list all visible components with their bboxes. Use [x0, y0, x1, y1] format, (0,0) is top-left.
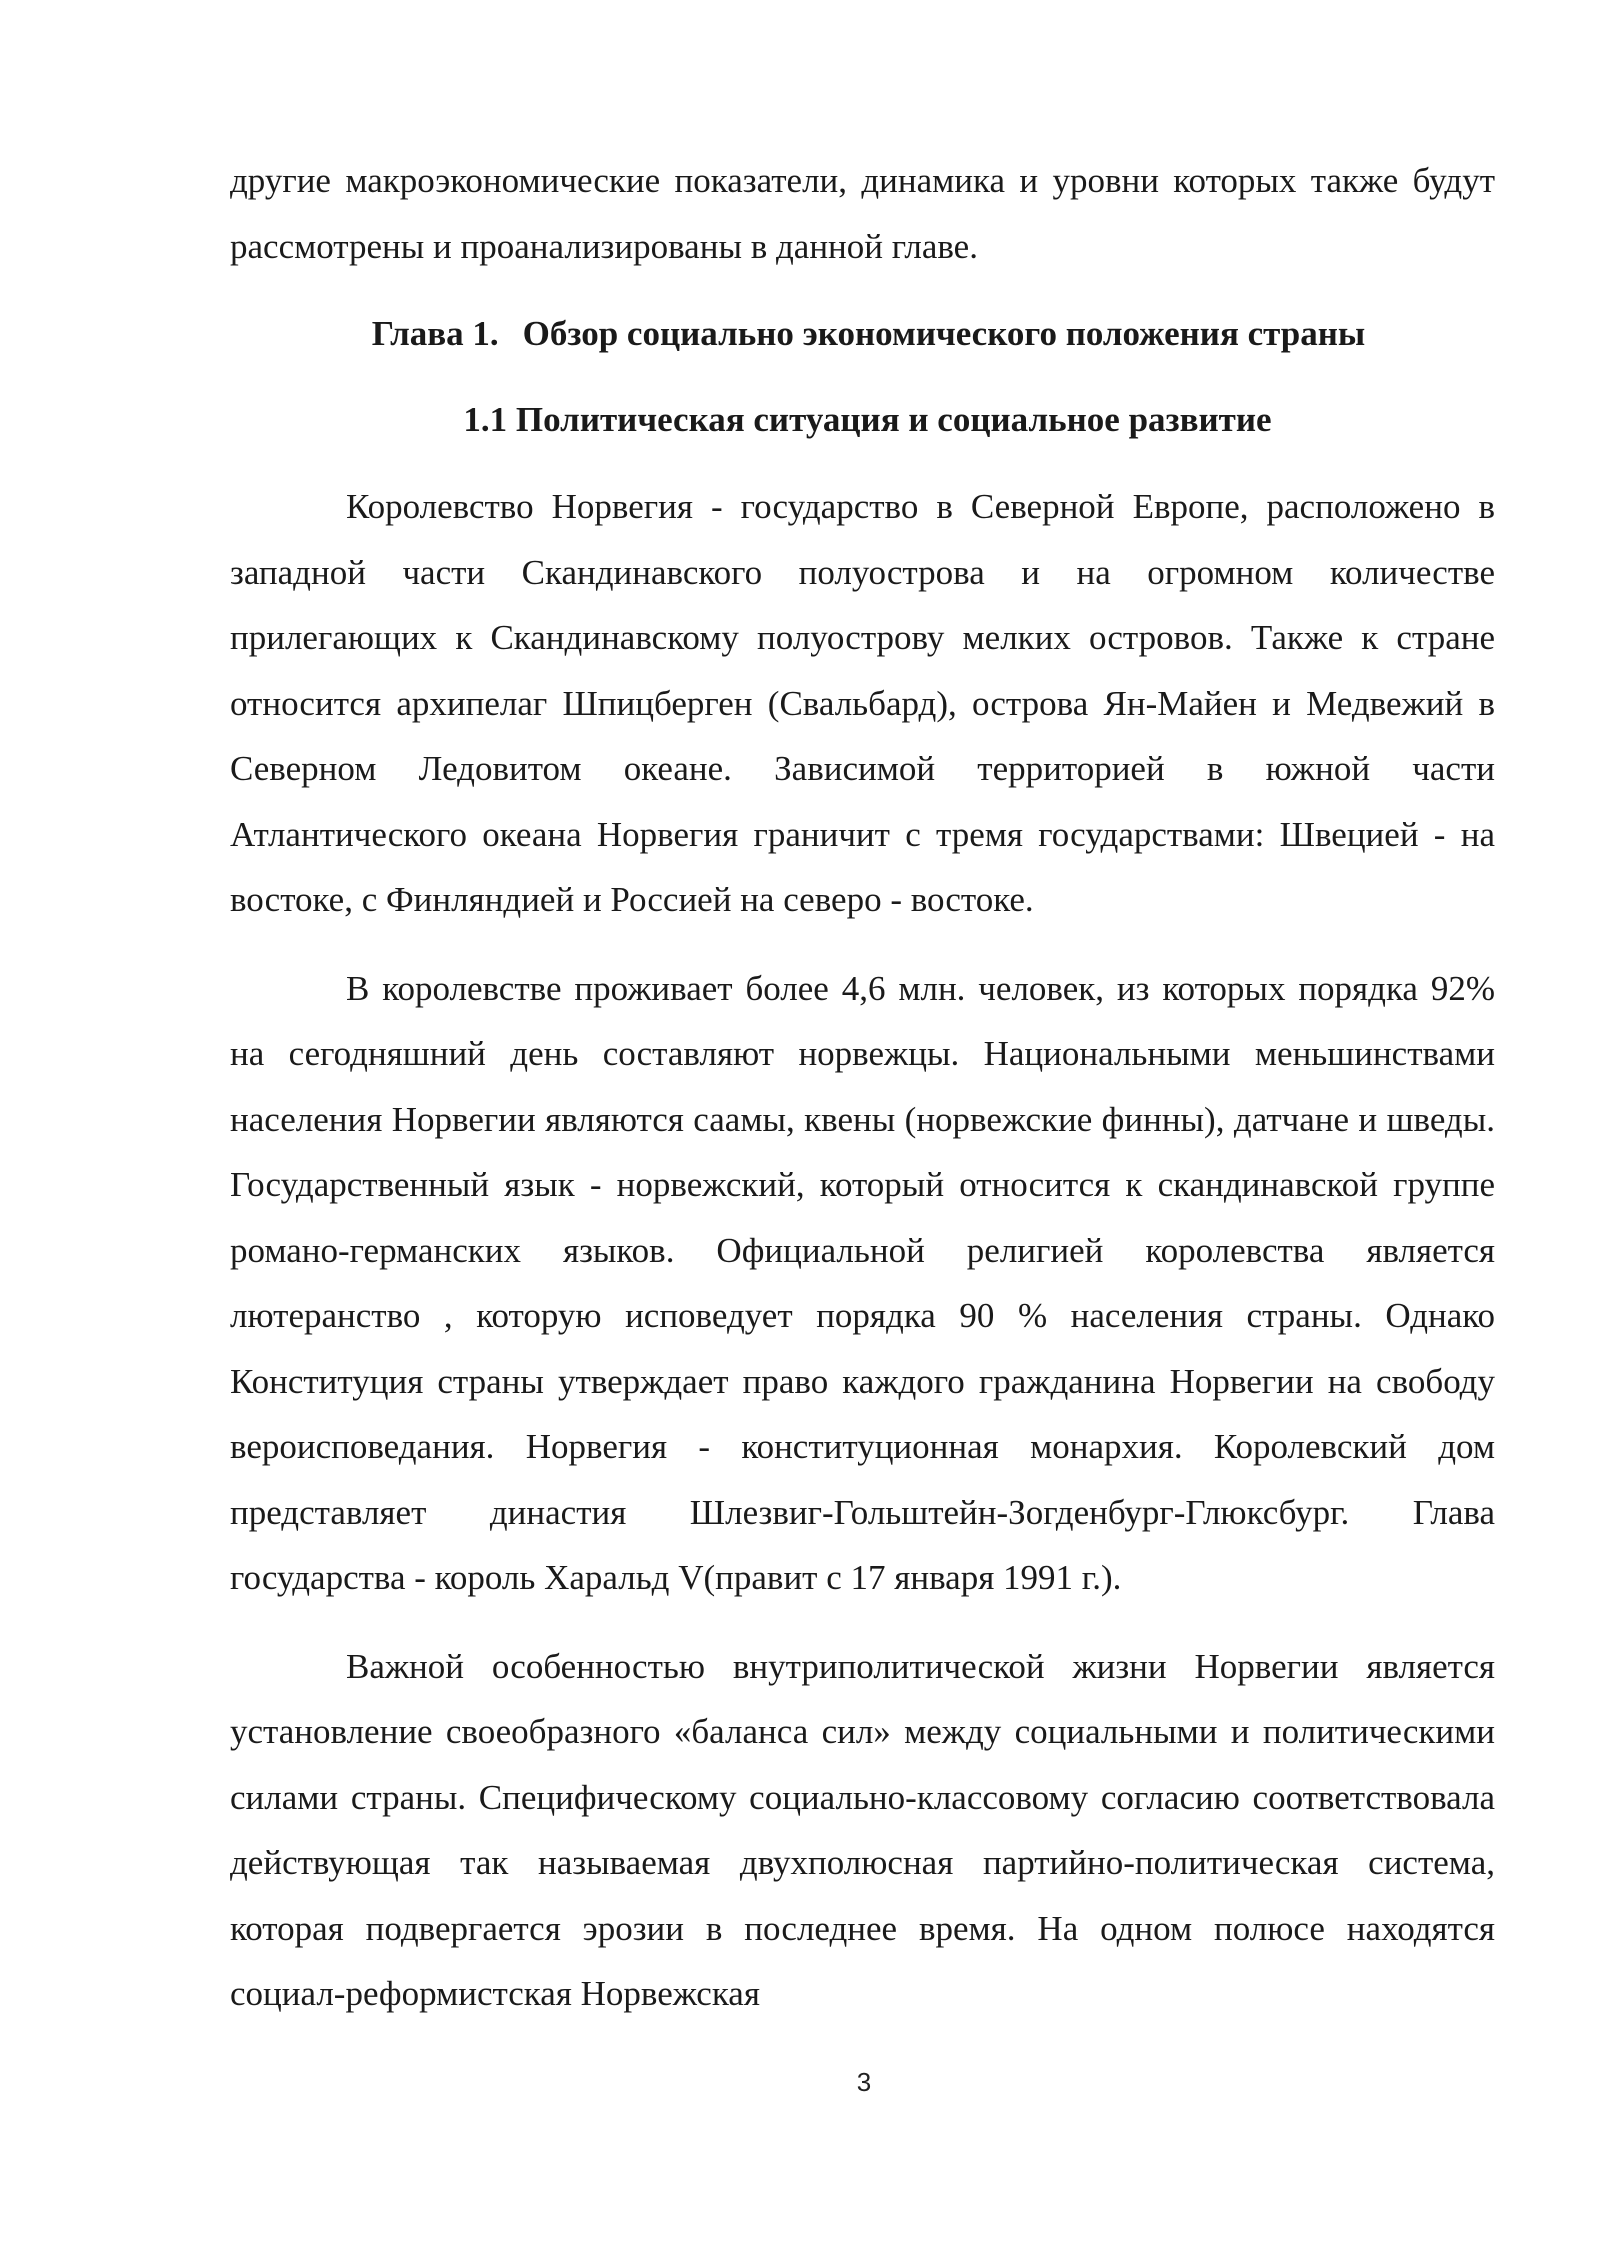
page-number: 3: [856, 2067, 872, 2097]
body-paragraph-1: Королевство Норвегия - государство в Северной Европе, расположено в западной части Скандинавского полуострова и на огромном количестве прилегающих к Скандинавскому полуострову мелких островов. Также к стране относится архипелаг Шпицберген (Свальбард), острова Ян-Майен и Медвежий в Северном Ледовитом океане. Зависимой территорией в южной части Атлантического океана Норвегия граничит с тремя государствами: Швецией - на востоке, с Финляндией и Россией на северо - востоке.: [230, 487, 1495, 919]
chapter-number: Глава 1.: [371, 314, 499, 353]
document-page: [230, 148, 1495, 2027]
chapter-title: Обзор социально экономического положения страны: [522, 314, 1366, 353]
body-paragraph-2: В королевстве проживает более 4,6 млн. человек, из которых порядка 92% на сегодняшний день составляют норвежцы. Национальными меньшинствами населения Норвегии являются саамы, квены (норвежские финны), датчане и шведы. Государственный язык - норвежский, который относится к скандинавской группе романо-германских языков. Официальной религией королевства является лютеранство , которую исповедует порядка 90 % населения страны. Однако Конституция страны утверждает право каждого гражданина Норвегии на свободу вероисповедания. Норвегия - конституционная монархия. Королевский дом представляет династия Шлезвиг-Гольштейн-Зогденбург-Глюксбург. Глава государства - король Харальд V(правит с 17 января 1991 г.).: [230, 968, 1495, 1597]
section-heading: 1.1 Политическая ситуация и социальное развитие: [463, 399, 1272, 439]
intro-paragraph: другие макроэкономические показатели, динамика и уровни которых также будут рассмотрены и проанализированы в данной главе.: [230, 161, 1495, 266]
body-paragraph-3: Важной особенностью внутриполитической жизни Норвегии является установление своеобразного «баланса сил» между социальными и политическими силами страны. Специфическому социально-классовому согласию соответствовала действующая так называемая двухполюсная партийно-политическая система, которая подвергается эрозии в последнее время. На одном полюсе находятся социал-реформистская Норвежская: [230, 1646, 1495, 2013]
chapter-heading: [230, 301, 1495, 367]
